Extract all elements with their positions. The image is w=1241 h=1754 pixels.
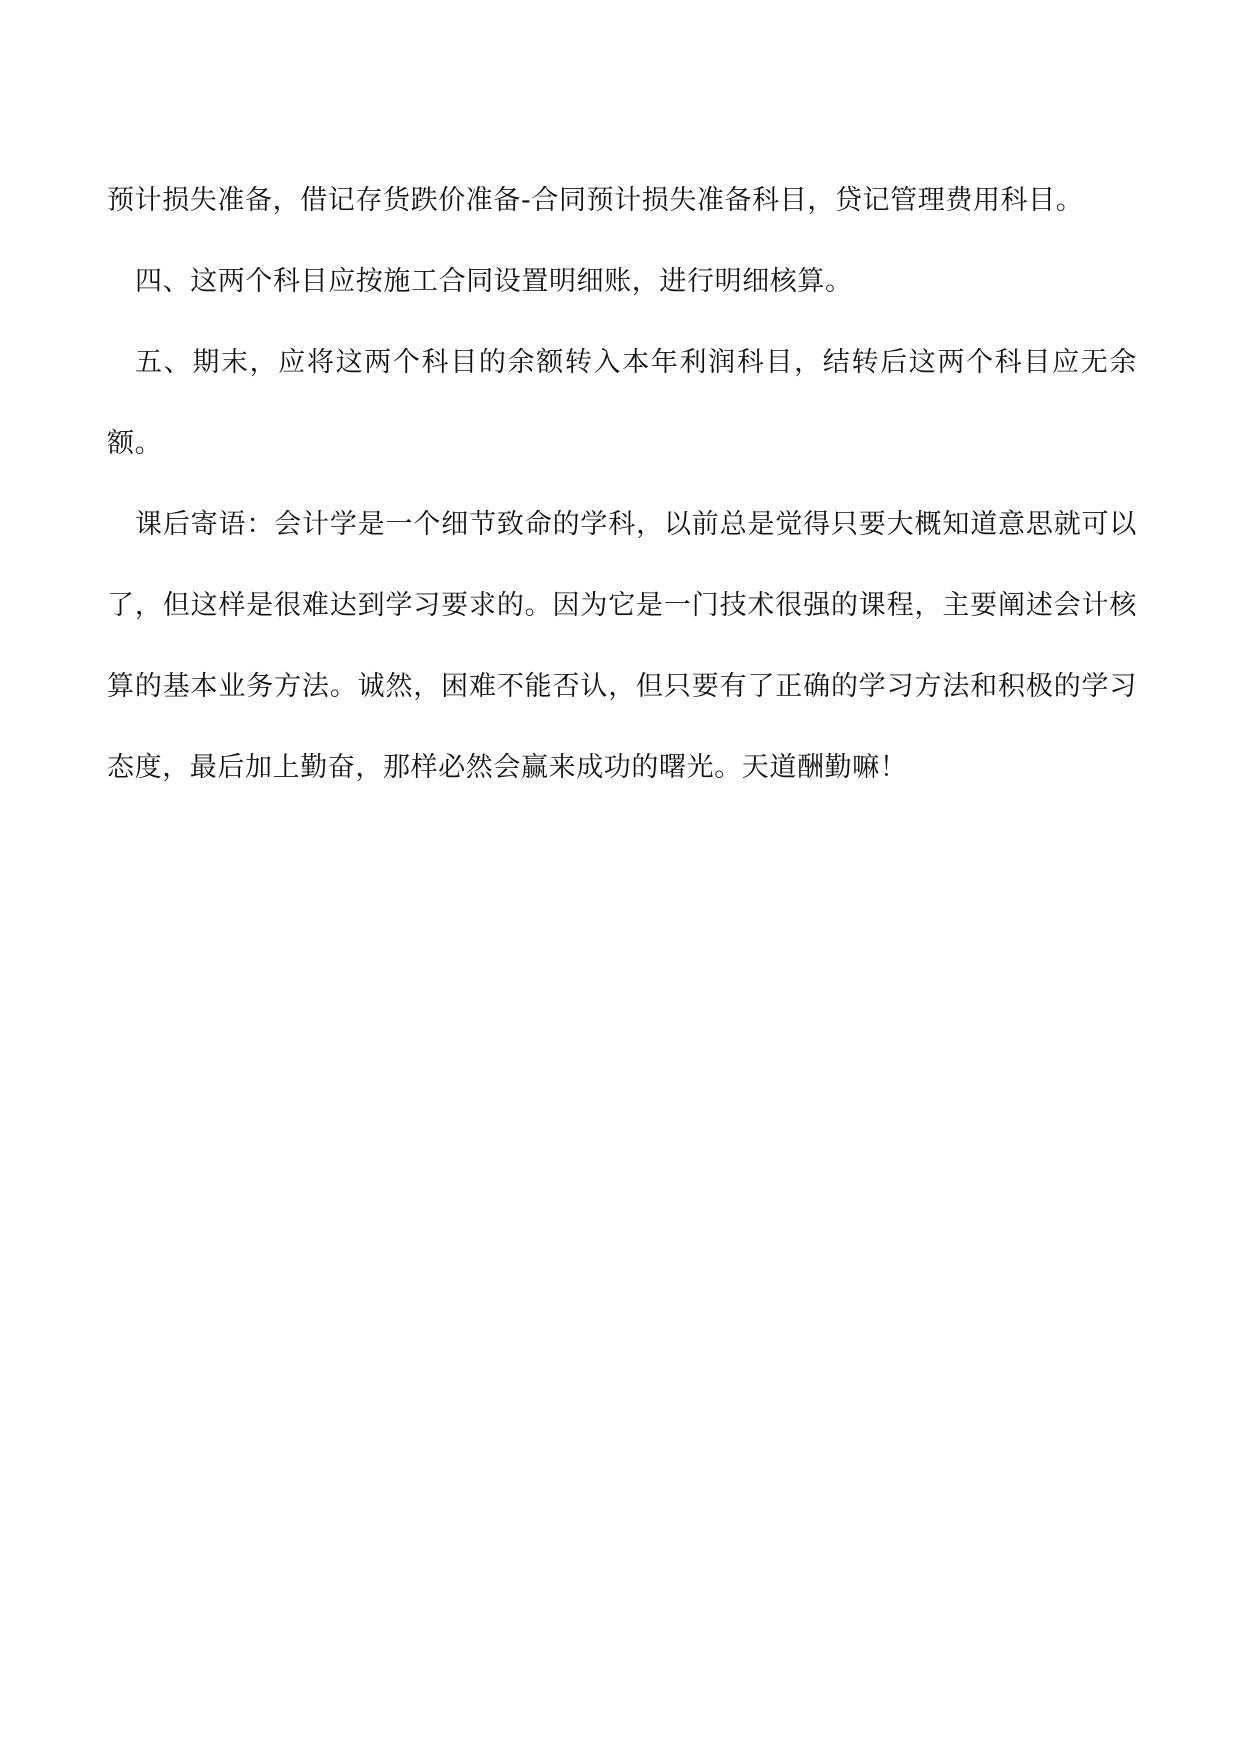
paragraph-section-four: 四、这两个科目应按施工合同设置明细账，进行明细核算。 bbox=[135, 266, 853, 297]
paragraph-section-five: 五、期末，应将这两个科目的余额转入本年利润科目，结转后这两个科目应无余额。 bbox=[107, 347, 1137, 459]
paragraph-continuation: 预计损失准备，借记存货跌价准备-合同预计损失准备科目，贷记管理费用科目。 bbox=[107, 185, 1084, 216]
document-body bbox=[107, 160, 1137, 808]
paragraph-closing-remarks: 课后寄语：会计学是一个细节致命的学科，以前总是觉得只要大概知道意思就可以了，但这样是很难达到学习要求的。因为它是一门技术很强的课程，主要阐述会计核算的基本业务方法。诚然，困难不能否认，但只要有了正确的学习方法和积极的学习态度，最后加上勤奋，那样必然会赢来成功的曙光。天道酬勤嘛！ bbox=[107, 509, 1137, 783]
